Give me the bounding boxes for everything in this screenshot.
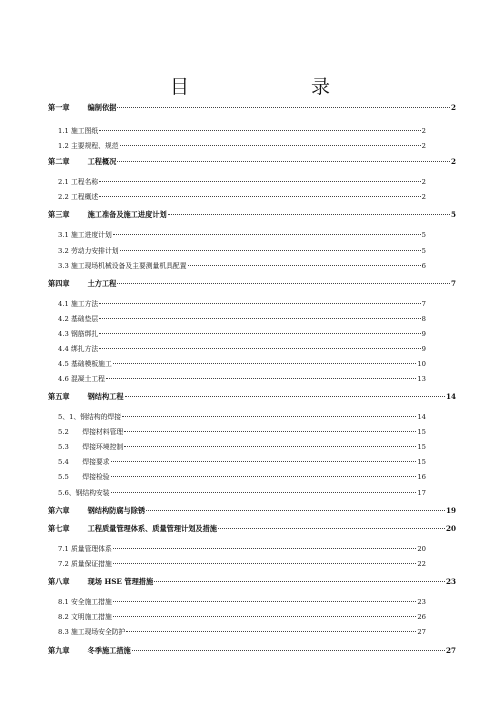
toc-section-row[interactable] [58, 229, 426, 239]
toc-page-number: 10 [417, 360, 426, 368]
toc-page-number: 19 [445, 506, 456, 515]
toc-entry-label: 4.6 混凝土工程 [58, 375, 105, 383]
toc-page-number: 5 [450, 210, 456, 219]
toc-page-number: 2 [421, 142, 426, 150]
toc-section-row[interactable] [58, 426, 426, 436]
toc-page-number: 14 [445, 392, 456, 401]
toc-page-number: 6 [421, 262, 426, 270]
toc-chapter-title: 钢结构工程 [87, 392, 124, 401]
toc-leader-dots [111, 492, 417, 493]
toc-entry-label: 第二章 [48, 157, 70, 166]
toc-entry-label: 7.2 质量保证措施 [58, 560, 112, 568]
toc-leader-dots [132, 650, 445, 651]
toc-chapter-title: 工程质量管理体系、质量管理计划及措施 [87, 524, 217, 533]
toc-entry-label: 5.5 焊接检验 [58, 473, 110, 481]
toc-entry-label: 2.1 工程名称 [58, 178, 99, 186]
toc-entry-label: 第三章 [48, 210, 70, 219]
toc-leader-dots [111, 476, 417, 477]
toc-entry-label: 第一章 [48, 103, 70, 112]
toc-entry-label: 4.3 钢筋绑扎 [58, 330, 99, 338]
toc-entry-label: 第七章 [48, 524, 70, 533]
toc-page-number: 26 [417, 613, 426, 621]
toc-entry-label: 8.3 施工现场安全防护 [58, 628, 126, 636]
toc-chapter-row[interactable] [48, 506, 456, 516]
toc-section-row[interactable] [58, 558, 426, 568]
toc-entry-label: 4.4 绑扎方法 [58, 345, 99, 353]
toc-page-number: 15 [417, 428, 426, 436]
toc-entry-label: 4.5 基础模板施工 [58, 360, 112, 368]
toc-page-number: 2 [450, 103, 456, 112]
toc-leader-dots [218, 528, 445, 529]
toc-page-number: 22 [417, 560, 426, 568]
toc-leader-dots [113, 601, 417, 602]
toc-leader-dots [99, 348, 421, 349]
toc-chapter-title: 现场 HSE 管理措施 [87, 577, 154, 586]
toc-chapter-title: 钢结构防腐与除锈 [87, 506, 146, 515]
toc-section-row[interactable] [58, 343, 426, 353]
toc-entry-label: 1.1 施工图纸 [58, 127, 99, 135]
toc-section-row[interactable] [58, 313, 426, 323]
toc-leader-dots [113, 548, 417, 549]
toc-section-row[interactable] [58, 176, 426, 186]
toc-entry-label: 8.1 安全施工措施 [58, 598, 112, 606]
toc-page-number: 15 [417, 458, 426, 466]
toc-page-number: 27 [417, 628, 426, 636]
toc-section-row[interactable] [58, 411, 426, 421]
toc-leader-dots [106, 378, 416, 379]
toc-page-number: 16 [417, 473, 426, 481]
toc-section-row[interactable] [58, 471, 426, 481]
toc-page-number: 23 [445, 577, 456, 586]
toc-section-row[interactable] [58, 260, 426, 270]
toc-chapter-row[interactable] [48, 646, 456, 656]
toc-page-number: 27 [445, 646, 456, 655]
toc-leader-dots [99, 196, 421, 197]
toc-leader-dots [99, 318, 421, 319]
toc-entry-label: 4.1 施工方法 [58, 300, 99, 308]
toc-section-row[interactable] [58, 487, 426, 497]
toc-page-number: 2 [421, 127, 426, 135]
toc-page-number: 20 [417, 545, 426, 553]
toc-leader-dots [124, 431, 416, 432]
toc-chapter-row[interactable] [48, 279, 456, 289]
toc-leader-dots [99, 303, 421, 304]
toc-leader-dots [168, 214, 450, 215]
toc-chapter-row[interactable] [48, 524, 456, 534]
toc-section-row[interactable] [58, 626, 426, 636]
toc-entry-label: 5.6、钢结构安装 [58, 489, 110, 497]
toc-section-row[interactable] [58, 328, 426, 338]
toc-entry-label: 5.4 焊接要求 [58, 458, 110, 466]
toc-page-number: 23 [417, 598, 426, 606]
toc-page-number: 15 [417, 443, 426, 451]
toc-leader-dots [111, 461, 417, 462]
toc-leader-dots [99, 181, 421, 182]
toc-leader-dots [113, 563, 417, 564]
toc-leader-dots [124, 446, 416, 447]
toc-chapter-row[interactable] [48, 392, 456, 402]
toc-section-row[interactable] [58, 125, 426, 135]
toc-leader-dots [146, 510, 445, 511]
toc-page-number: 9 [421, 330, 426, 338]
toc-section-row[interactable] [58, 373, 426, 383]
toc-leader-dots [117, 283, 450, 284]
toc-page-number: 2 [421, 178, 426, 186]
toc-page-number: 2 [450, 157, 456, 166]
toc-entry-label: 4.2 基础垫层 [58, 315, 99, 323]
toc-leader-dots [113, 363, 417, 364]
toc-page-number: 2 [421, 193, 426, 201]
toc-entry-label: 第五章 [48, 392, 70, 401]
toc-section-row[interactable] [58, 358, 426, 368]
toc-section-row[interactable] [58, 245, 426, 255]
toc-entry-label: 5.3 焊接环境控制 [58, 443, 124, 451]
toc-leader-dots [99, 333, 421, 334]
toc-entry-label: 第六章 [48, 506, 70, 515]
toc-leader-dots [117, 161, 450, 162]
toc-chapter-title: 工程概况 [87, 157, 117, 166]
toc-chapter-title: 冬季施工措施 [87, 646, 131, 655]
toc-entry-label: 5.2 焊接材料管理 [58, 428, 124, 436]
toc-leader-dots [99, 130, 421, 131]
toc-entry-label: 3.2 劳动力安排计划 [58, 247, 119, 255]
toc-leader-dots [120, 145, 421, 146]
toc-entry-label: 3.1 施工进度计划 [58, 231, 112, 239]
toc-entry-label: 3.3 施工现场机械设备及主要测量机具配置 [58, 262, 187, 270]
toc-page-number: 8 [421, 315, 426, 323]
toc-entry-label: 第九章 [48, 646, 70, 655]
toc-page-number: 20 [445, 524, 456, 533]
toc-leader-dots [126, 631, 416, 632]
toc-leader-dots [125, 396, 445, 397]
toc-leader-dots [113, 616, 417, 617]
toc-section-row[interactable] [58, 140, 426, 150]
toc-title: 目 录 [169, 76, 389, 98]
toc-leader-dots [117, 107, 450, 108]
toc-section-row[interactable] [58, 441, 426, 451]
toc-section-row[interactable] [58, 456, 426, 466]
toc-section-row[interactable] [58, 298, 426, 308]
toc-chapter-row[interactable] [48, 577, 456, 587]
toc-page-number: 7 [450, 279, 456, 288]
toc-entry-label: 2.2 工程概述 [58, 193, 99, 201]
toc-leader-dots [120, 250, 421, 251]
toc-entry-label: 第四章 [48, 279, 70, 288]
toc-chapter-row[interactable] [48, 157, 456, 167]
toc-entry-label: 8.2 文明施工措施 [58, 613, 112, 621]
toc-section-row[interactable] [58, 611, 426, 621]
toc-entry-label: 第八章 [48, 577, 70, 586]
toc-chapter-title: 土方工程 [87, 279, 117, 288]
toc-page-number: 7 [421, 300, 426, 308]
toc-entry-label: 5、1、钢结构的焊接 [58, 413, 122, 421]
toc-leader-dots [188, 265, 421, 266]
toc-section-row[interactable] [58, 596, 426, 606]
toc-entry-label: 1.2 主要规程、规范 [58, 142, 119, 150]
toc-page-number: 5 [421, 247, 426, 255]
toc-entry-label: 7.1 质量管理体系 [58, 545, 112, 553]
toc-leader-dots [113, 234, 421, 235]
toc-section-row[interactable] [58, 543, 426, 553]
toc-chapter-title: 编制依据 [87, 103, 117, 112]
toc-page-number: 5 [421, 231, 426, 239]
toc-chapter-row[interactable] [48, 210, 456, 220]
toc-chapter-title: 施工准备及施工进度计划 [87, 210, 167, 219]
toc-page-number: 14 [417, 413, 426, 421]
toc-section-row[interactable] [58, 191, 426, 201]
toc-chapter-row[interactable] [48, 103, 456, 113]
toc-page-number: 9 [421, 345, 426, 353]
toc-leader-dots [122, 416, 416, 417]
toc-page-number: 13 [417, 375, 426, 383]
toc-page-number: 17 [417, 489, 426, 497]
toc-leader-dots [154, 581, 445, 582]
